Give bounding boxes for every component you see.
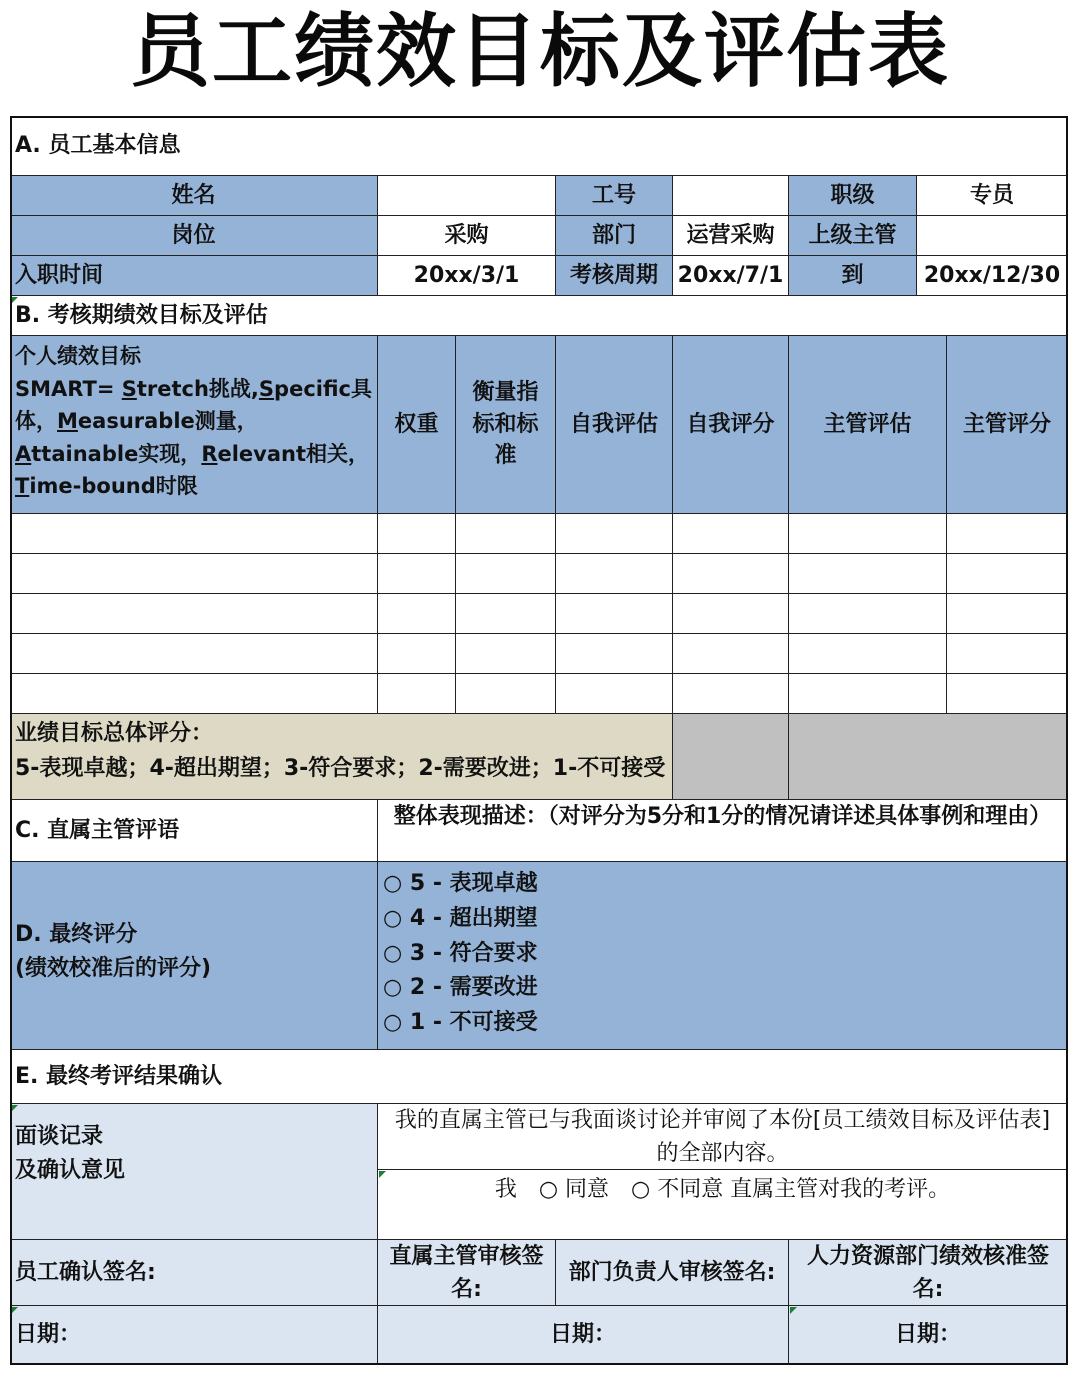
self-score-cell[interactable] <box>673 594 789 634</box>
self-assessment-cell[interactable] <box>556 594 673 634</box>
cell-marker <box>11 1307 18 1314</box>
self-score-cell[interactable] <box>673 514 789 554</box>
manager-assessment-cell[interactable] <box>789 554 947 594</box>
self-score-column-header: 自我评分 <box>673 336 789 514</box>
section-e-heading: E. 最终考评结果确认 <box>10 1050 1068 1104</box>
manager-score-cell[interactable] <box>947 594 1068 634</box>
employee-id-field[interactable] <box>673 176 789 216</box>
manager-score-cell[interactable] <box>947 674 1068 714</box>
employee-signature[interactable]: 员工确认签名: <box>10 1240 378 1306</box>
self-assessment-column-header: 自我评估 <box>556 336 673 514</box>
smart-term: ime-bound时限 <box>29 474 198 499</box>
smart-initial: S <box>258 376 275 401</box>
page-title: 员工绩效目标及评估表 <box>130 5 950 98</box>
agreement-options[interactable]: 我 ○ 同意 ○ 不同意 直属主管对我的考评。 <box>378 1170 1068 1240</box>
manager-label: 上级主管 <box>789 216 917 256</box>
self-assessment-cell[interactable] <box>556 554 673 594</box>
smart-initial: T <box>15 474 30 499</box>
grade-label: 职级 <box>789 176 917 216</box>
department-head-signature[interactable]: 部门负责人审核签名: <box>556 1240 789 1306</box>
final-rating-option[interactable]: ○ 3 - 符合要求 <box>383 940 538 966</box>
department-field[interactable]: 运营采购 <box>673 216 789 256</box>
smart-initial: A <box>15 441 32 466</box>
review-period-label: 考核周期 <box>556 256 673 296</box>
overall-description-field[interactable]: 整体表现描述：（对评分为5分和1分的情况请详述具体事例和理由） <box>378 800 1068 862</box>
period-end-field[interactable]: 20xx/12/30 <box>917 256 1068 296</box>
manager-score-cell[interactable] <box>947 634 1068 674</box>
manager-field[interactable] <box>917 216 1068 256</box>
manager-assessment-cell[interactable] <box>789 594 947 634</box>
grade-field[interactable]: 专员 <box>917 176 1068 216</box>
weight-cell[interactable] <box>378 594 456 634</box>
manager-date[interactable]: 日期： <box>378 1306 789 1365</box>
name-field[interactable] <box>378 176 556 216</box>
overall-rating-cell <box>10 714 673 800</box>
smart-term: easurable测量， <box>77 409 258 434</box>
final-rating-options <box>378 862 1068 1050</box>
final-rating-option[interactable]: ○ 4 - 超出期望 <box>383 905 538 931</box>
metric-cell[interactable] <box>456 554 556 594</box>
final-rating-option[interactable]: ○ 5 - 表现卓越 <box>383 871 538 896</box>
post-field[interactable]: 采购 <box>378 216 556 256</box>
metric-cell[interactable] <box>456 514 556 554</box>
section-c-heading: C. 直属主管评语 <box>10 800 378 862</box>
overall-self-score[interactable] <box>673 714 789 800</box>
goal-cell[interactable] <box>10 514 378 554</box>
hire-date-field[interactable]: 20xx/3/1 <box>378 256 556 296</box>
cell-marker <box>379 1171 386 1178</box>
period-to-label: 到 <box>789 256 917 296</box>
smart-term: tretch挑战, <box>136 376 259 401</box>
smart-initial: M <box>57 409 78 434</box>
self-score-cell[interactable] <box>673 554 789 594</box>
smart-term: pecific具体， <box>15 376 372 434</box>
manager-assessment-cell[interactable] <box>789 634 947 674</box>
metric-cell[interactable] <box>456 674 556 714</box>
manager-assessment-cell[interactable] <box>789 674 947 714</box>
weight-cell[interactable] <box>378 634 456 674</box>
hire-date-label: 入职时间 <box>10 256 378 296</box>
section-d-heading-cell <box>10 862 378 1050</box>
self-assessment-cell[interactable] <box>556 674 673 714</box>
post-label: 岗位 <box>10 216 378 256</box>
period-start-field[interactable]: 20xx/7/1 <box>673 256 789 296</box>
interview-record-cell <box>10 1104 378 1240</box>
goal-column-header <box>10 336 378 514</box>
evaluation-form <box>10 116 1068 1365</box>
section-d-heading: D. 最终评分 <box>15 922 138 947</box>
metric-column-header: 衡量指标和标准 <box>456 336 556 514</box>
goal-cell[interactable] <box>10 634 378 674</box>
smart-initial: R <box>201 441 218 466</box>
goal-cell[interactable] <box>10 554 378 594</box>
cell-marker <box>790 1307 797 1314</box>
final-rating-option[interactable]: ○ 2 - 需要改进 <box>383 975 538 1001</box>
manager-score-cell[interactable] <box>947 554 1068 594</box>
smart-initial: S <box>121 376 137 401</box>
self-score-cell[interactable] <box>673 634 789 674</box>
section-d-subheading: (绩效校准后的评分) <box>15 956 212 982</box>
name-label: 姓名 <box>10 176 378 216</box>
manager-signature[interactable]: 直属主管审核签名: <box>378 1240 556 1306</box>
smart-term: elevant相关， <box>217 441 370 466</box>
review-statement: 我的直属主管已与我面谈讨论并审阅了本份[员工绩效目标及评估表]的全部内容。 <box>378 1104 1068 1170</box>
goal-header-title: 个人绩效目标 <box>15 344 141 368</box>
overall-manager-score[interactable] <box>789 714 1068 800</box>
weight-cell[interactable] <box>378 674 456 714</box>
hr-date[interactable]: 日期： <box>789 1306 1068 1365</box>
overall-rating-label: 业绩目标总体评分： <box>15 721 214 746</box>
self-score-cell[interactable] <box>673 674 789 714</box>
manager-score-column-header: 主管评分 <box>947 336 1068 514</box>
interview-record-line1: 面谈记录 <box>15 1124 104 1149</box>
manager-score-cell[interactable] <box>947 514 1068 554</box>
employee-date[interactable]: 日期： <box>10 1306 378 1365</box>
goal-cell[interactable] <box>10 594 378 634</box>
department-label: 部门 <box>556 216 673 256</box>
metric-cell[interactable] <box>456 594 556 634</box>
self-assessment-cell[interactable] <box>556 634 673 674</box>
manager-assessment-column-header: 主管评估 <box>789 336 947 514</box>
goal-cell[interactable] <box>10 674 378 714</box>
final-rating-option[interactable]: ○ 1 - 不可接受 <box>383 1010 538 1035</box>
cell-marker <box>11 1105 18 1112</box>
manager-assessment-cell[interactable] <box>789 514 947 554</box>
overall-rating-scale: 5-表现卓越；4-超出期望；3-符合要求；2-需要改进；1-不可接受 <box>15 756 666 782</box>
cell-marker <box>11 297 18 304</box>
weight-cell[interactable] <box>378 514 456 554</box>
weight-cell[interactable] <box>378 554 456 594</box>
metric-cell[interactable] <box>456 634 556 674</box>
smart-term: ttainable实现， <box>31 441 202 466</box>
hr-signature[interactable]: 人力资源部门绩效核准签名: <box>789 1240 1068 1306</box>
smart-definition <box>15 373 373 503</box>
section-a-heading: A. 员工基本信息 <box>10 116 1068 176</box>
self-assessment-cell[interactable] <box>556 514 673 554</box>
employee-id-label: 工号 <box>556 176 673 216</box>
weight-column-header: 权重 <box>378 336 456 514</box>
section-b-heading: B. 考核期绩效目标及评估 <box>10 296 1068 336</box>
interview-record-line2: 及确认意见 <box>15 1158 126 1184</box>
smart-prefix: SMART= <box>15 376 122 401</box>
